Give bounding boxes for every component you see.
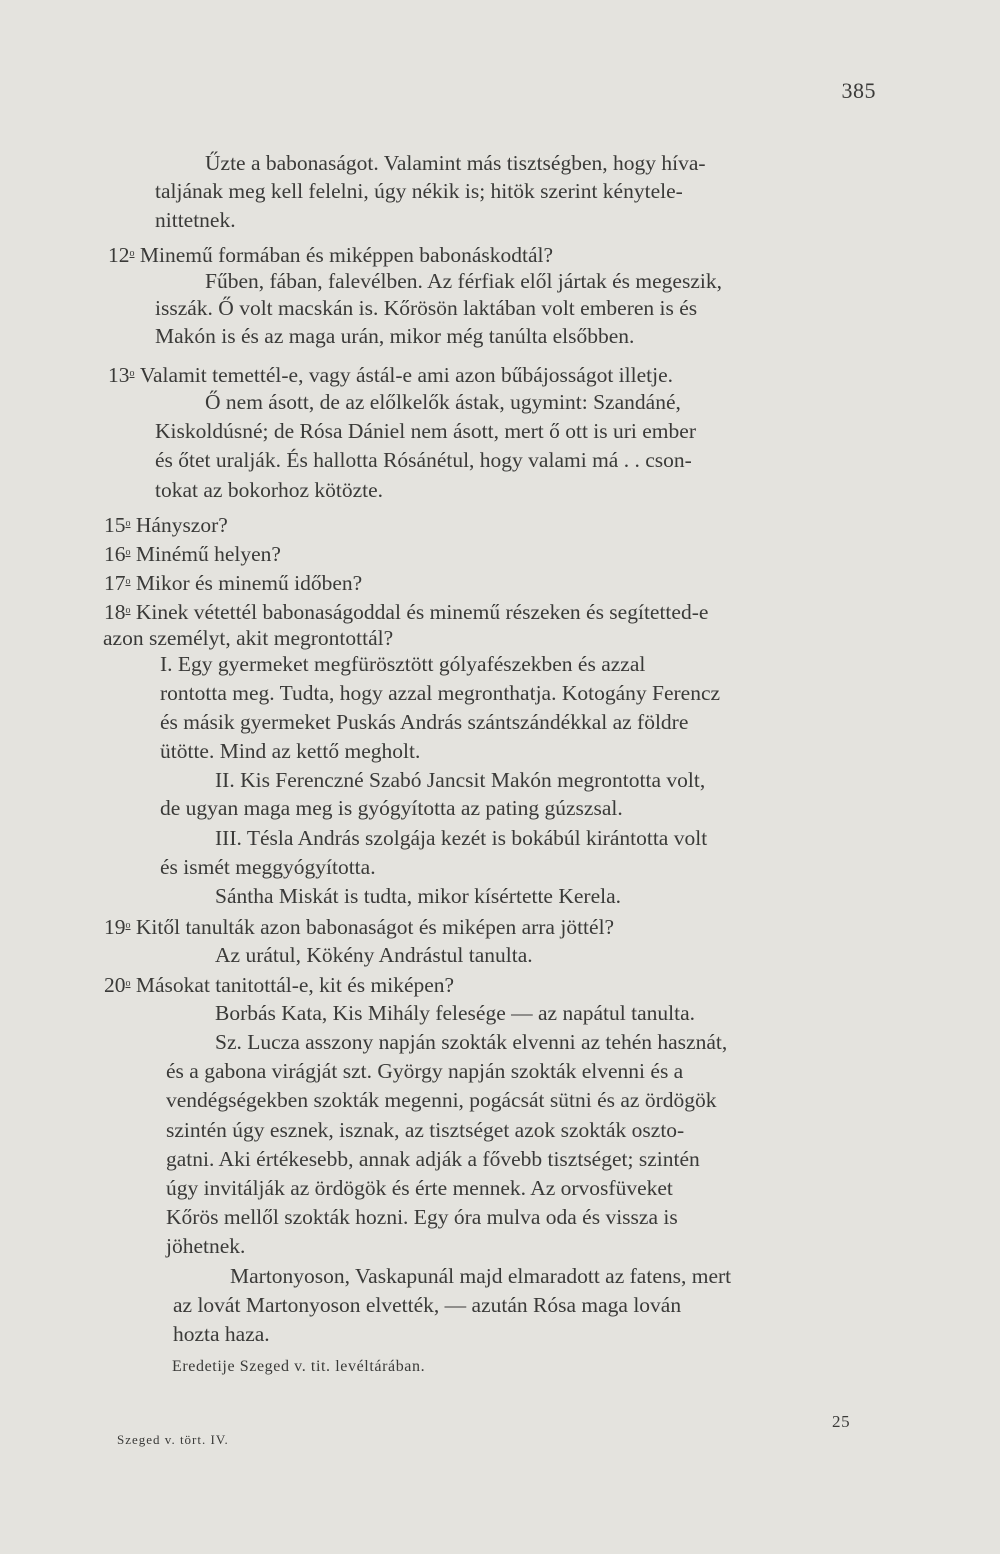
question-line: 18$^o$ Kinek vétettél babonaságoddal és minemű részeken és segítetted-e <box>104 600 709 624</box>
question-number: 12$^o$ <box>108 243 135 267</box>
text-line: és őtet uralják. És hallotta Rósánétul, hogy valami má . . cson- <box>155 448 692 472</box>
text-line: úgy invitálják az ördögök és érte mennek. Az orvosfüveket <box>166 1176 673 1200</box>
text-line: vendégségekben szokták megenni, pogácsát sütni és az ördögök <box>166 1088 717 1112</box>
question-line: 13$^o$ Valamit temettél-e, vagy ástál-e ami azon bűbájosságot illetje. <box>108 363 674 387</box>
question-number: 19$^o$ <box>104 915 131 939</box>
question-line: 20$^o$ Másokat tanitottál-e, kit és miképen? <box>104 973 455 997</box>
text-line: gatni. Aki értékesebb, annak adják a fővebb tisztséget; szintén <box>166 1147 700 1171</box>
question-number: 20$^o$ <box>104 973 131 997</box>
text-line: Űzte a babonaságot. Valamint más tisztségben, hogy híva- <box>205 151 706 175</box>
text-line: isszák. Ő volt macskán is. Kőrösön laktában volt emberen is és <box>155 296 698 320</box>
text-line: de ugyan maga meg is gyógyította az pating gúzszsal. <box>160 796 623 820</box>
text-line: tokat az bokorhoz kötözte. <box>155 478 384 502</box>
question-line: 19$^o$ Kitől tanulták azon babonaságot és miképen arra jöttél? <box>104 915 615 939</box>
text-line: Martonyoson, Vaskapunál majd elmaradott az fatens, mert <box>230 1264 732 1288</box>
text-line: taljának meg kell felelni, úgy nékik is; hitök szerint kénytele- <box>155 179 683 203</box>
footer-left: Szeged v. tört. IV. <box>117 1432 229 1447</box>
text-line: Sz. Lucza asszony napján szokták elvenni az tehén hasznát, <box>215 1030 728 1054</box>
text-line: és a gabona virágját szt. György napján szokták elvenni és a <box>166 1059 684 1083</box>
text-line: szintén úgy esznek, isznak, az tisztséget azok szokták oszto- <box>166 1118 685 1142</box>
text-line: az lovát Martonyoson elvették, — azután Rósa maga lován <box>173 1293 682 1317</box>
text-line: jöhetnek. <box>166 1234 246 1258</box>
question-number: 18$^o$ <box>104 600 131 624</box>
source-note: Eredetije Szeged v. tit. levéltárában. <box>172 1358 426 1375</box>
text-line: III. Tésla András szolgája kezét is bokábúl kirántotta volt <box>215 826 708 850</box>
text-line: Kiskoldúsné; de Rósa Dániel nem ásott, mert ő ott is uri ember <box>155 419 696 443</box>
text-line: Kőrös mellől szokták hozni. Egy óra mulva oda és vissza is <box>166 1205 678 1229</box>
text-line: Az urátul, Kökény Andrástul tanulta. <box>215 943 533 967</box>
text-line: Ő nem ásott, de az előlkelők ástak, ugymint: Szandáné, <box>205 390 681 414</box>
text-line: azon személyt, akit megrontottál? <box>103 626 394 650</box>
question-line: 17$^o$ Mikor és minemű időben? <box>104 571 363 595</box>
text-line: rontotta meg. Tudta, hogy azzal megronthatja. Kotogány Ferencz <box>160 681 721 705</box>
question-number: 15$^o$ <box>104 513 131 537</box>
text-line: II. Kis Ferenczné Szabó Jancsit Makón megrontotta volt, <box>215 768 706 792</box>
page-number: 385 <box>841 78 876 103</box>
text-line: és másik gyermeket Puskás András szántszándékkal az földre <box>160 710 689 734</box>
text-line: Sántha Miskát is tudta, mikor kísértette Kerela. <box>215 884 622 908</box>
signature-mark: 25 <box>832 1412 851 1431</box>
text-line: ütötte. Mind az kettő megholt. <box>160 739 421 763</box>
text-line: hozta haza. <box>173 1322 270 1346</box>
text-line: nittetnek. <box>155 208 236 232</box>
text-line: Fűben, fában, falevélben. Az férfiak elől jártak és megeszik, <box>205 269 722 293</box>
question-number: 17$^o$ <box>104 571 131 595</box>
text-line: I. Egy gyermeket megfürösztött gólyafészekben és azzal <box>160 652 646 676</box>
question-line: 12$^o$ Minemű formában és miképpen babonáskodtál? <box>108 243 554 267</box>
text-line: Borbás Kata, Kis Mihály felesége — az napátul tanulta. <box>215 1001 696 1025</box>
question-number: 16$^o$ <box>104 542 131 566</box>
question-line: 15$^o$ Hányszor? <box>104 513 228 537</box>
question-number: 13$^o$ <box>108 363 135 387</box>
question-line: 16$^o$ Minémű helyen? <box>104 542 281 566</box>
text-line: Makón is és az maga urán, mikor még tanúlta elsőbben. <box>155 324 635 348</box>
text-line: és ismét meggyógyította. <box>160 855 376 879</box>
